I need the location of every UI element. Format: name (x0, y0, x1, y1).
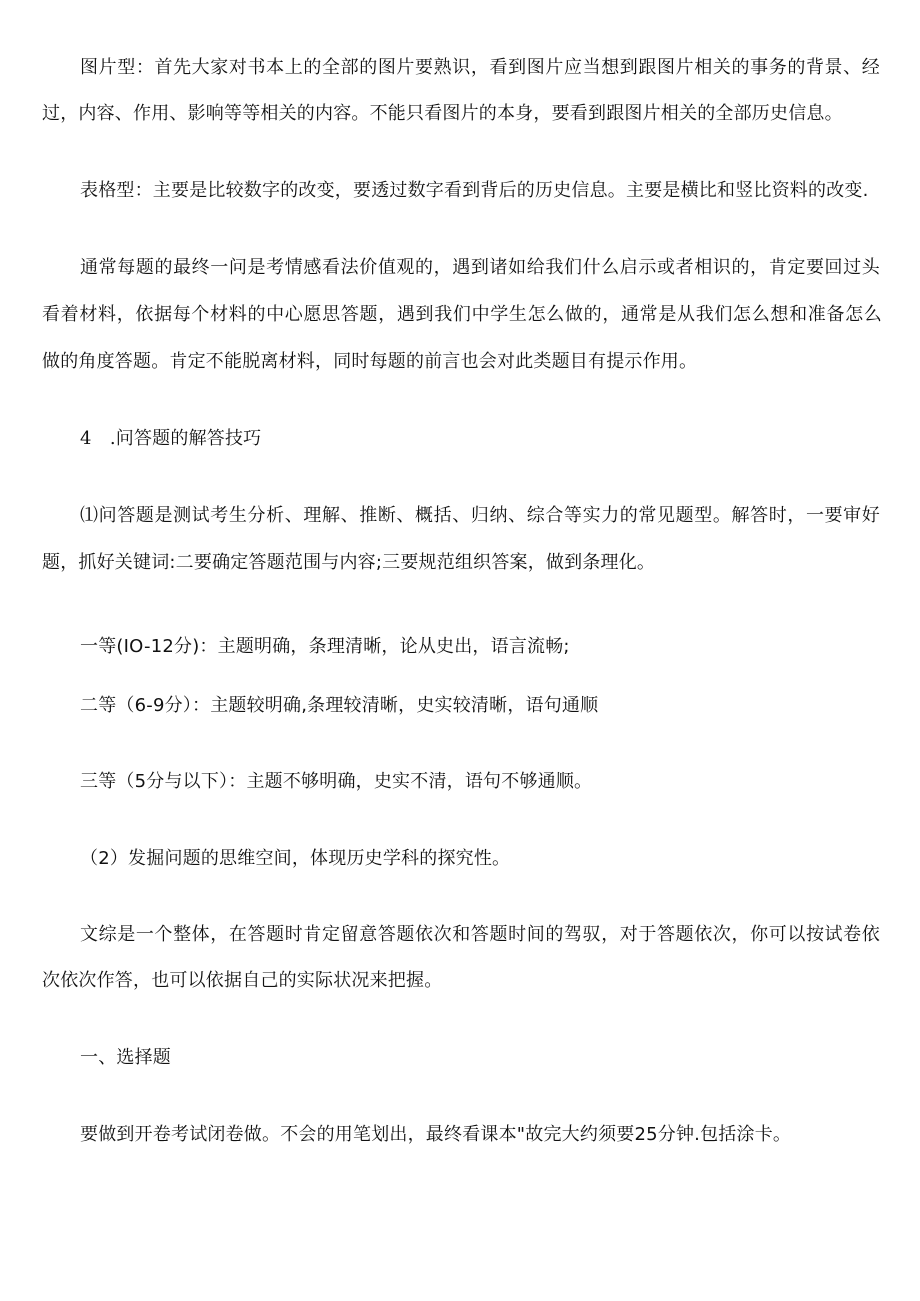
point-2: （2）发掘问题的思维空间，体现历史学科的探究性。 (80, 848, 511, 869)
grade-first: 一等(IO-12分)：主题明确，条理清晰，论从史出，语言流畅; (80, 636, 570, 657)
paragraph-5-line-1: ⑴问答题是测试考生分析、理解、推断、概括、归纳、综合等实力的常见题型。解答时，一要审好 (80, 505, 880, 526)
paragraph-10-line-2: 次依次作答，也可以依据自己的实际状况来把握。 (42, 970, 443, 991)
paragraph-1-line-1: 图片型：首先大家对书本上的全部的图片要熟识，看到图片应当想到跟图片相关的事务的背景、经 (80, 57, 880, 78)
section-heading-choice: 一、选择题 (80, 1047, 171, 1068)
paragraph-3-line-2: 看着材料，依据每个材料的中心愿思答题，遇到我们中学生怎么做的，通常是从我们怎么想和准备怎么 (42, 304, 882, 325)
paragraph-12-line-1: 要做到开卷考试闭卷做。不会的用笔划出，最终看课本"故完大约须要25分钟.包括涂卡。 (80, 1124, 792, 1145)
paragraph-3-line-1: 通常每题的最终一问是考情感看法价值观的，遇到诸如给我们什么启示或者相识的，肯定要回过头 (80, 257, 880, 278)
paragraph-10-line-1: 文综是一个整体，在答题时肯定留意答题依次和答题时间的驾驭，对于答题依次，你可以按试卷依 (80, 924, 880, 945)
paragraph-2-line-1: 表格型：主要是比较数字的改变，要透过数字看到背后的历史信息。主要是横比和竖比资料的改变. (80, 180, 869, 201)
grade-third: 三等（5分与以下）：主题不够明确，史实不清，语句不够通顺。 (80, 771, 593, 792)
paragraph-1-line-2: 过，内容、作用、影响等等相关的内容。不能只看图片的本身，要看到跟图片相关的全部历史信息。 (42, 103, 843, 124)
section-heading-4: 4 .问答题的解答技巧 (80, 428, 262, 449)
paragraph-5-line-2: 题，抓好关键词:二要确定答题范围与内容;三要规范组织答案，做到条理化。 (42, 552, 656, 573)
paragraph-3-line-3: 做的角度答题。肯定不能脱离材料，同时每题的前言也会对此类题目有提示作用。 (42, 351, 698, 372)
grade-second: 二等（6-9分）：主题较明确,条理较清晰，史实较清晰，语句通顺 (80, 695, 599, 716)
